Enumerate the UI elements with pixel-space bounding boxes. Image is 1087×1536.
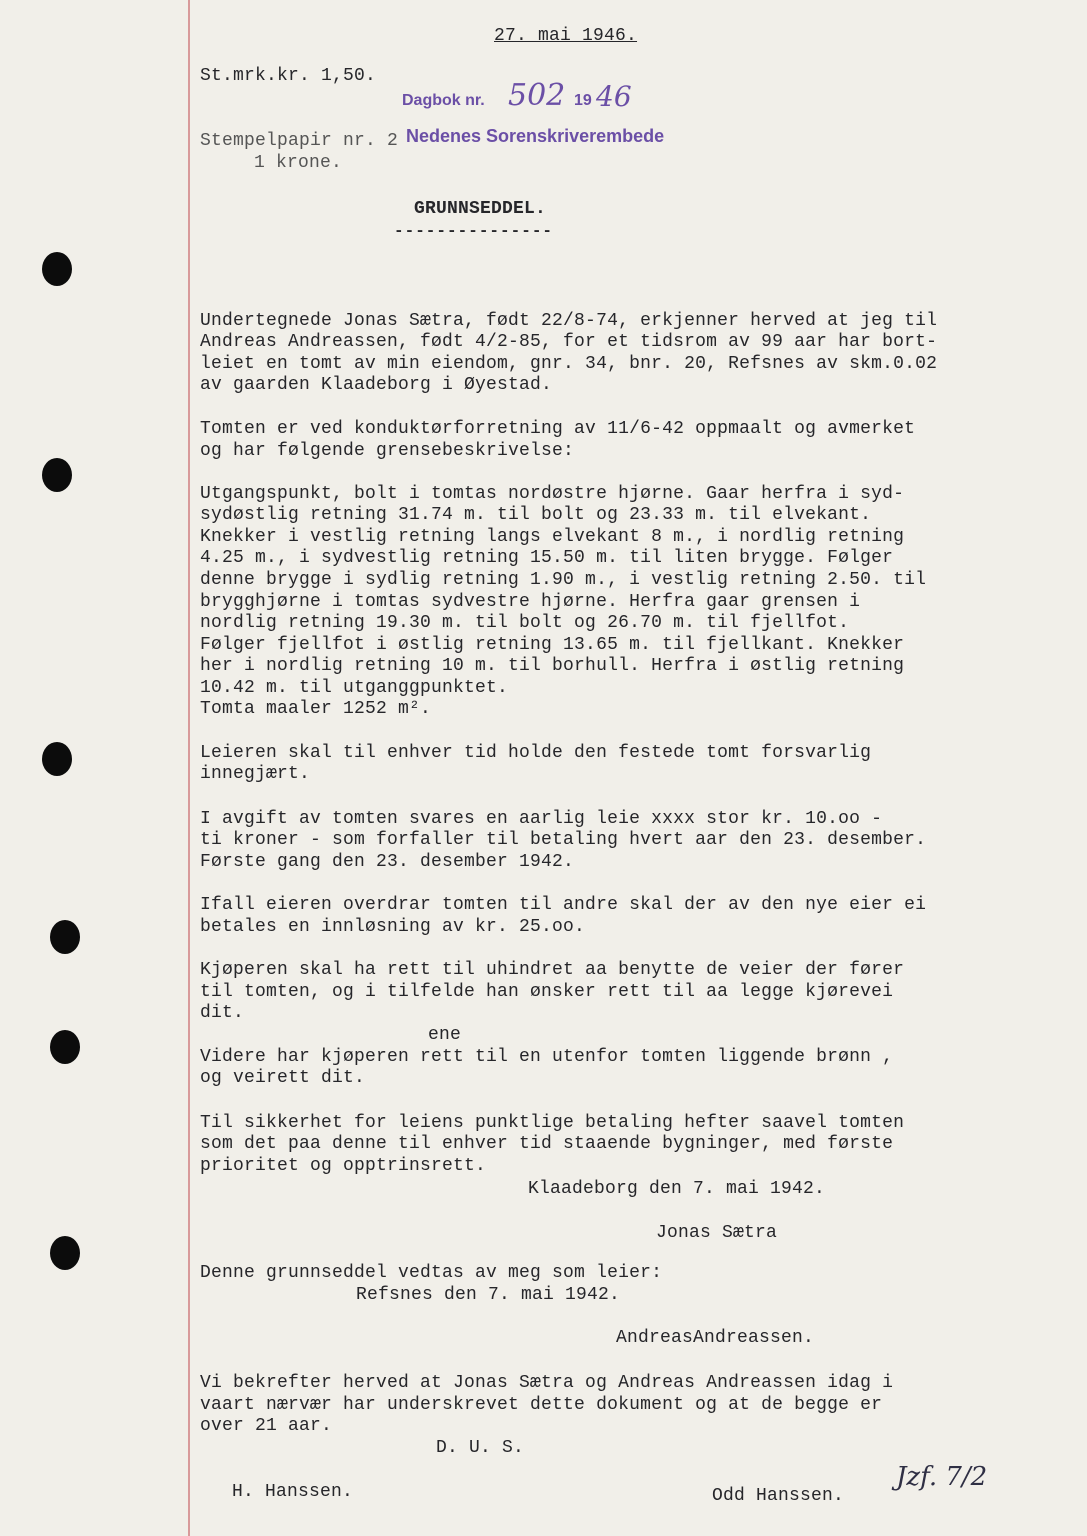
- body-line: Videre har kjøperen rett til en utenfor tomten liggende brønn ,: [200, 1047, 894, 1067]
- body-line: Tomten er ved konduktørforretning av 11/6-42 oppmaalt og avmerket: [200, 419, 916, 439]
- stamp-price: St.mrk.kr. 1,50.: [200, 66, 377, 86]
- body-line: vaart nærvær har underskrevet dette dokument og at de begge er: [200, 1395, 883, 1415]
- body-line: Tomta maaler 1252 m².: [200, 699, 432, 719]
- document-title: GRUNNSEDDEL.: [414, 199, 547, 219]
- signer-landlord: Jonas Sætra: [656, 1223, 778, 1243]
- body-line: Undertegnede Jonas Sætra, født 22/8-74, erkjenner herved at jeg til: [200, 311, 938, 331]
- document-date: 27. mai 1946.: [494, 26, 638, 46]
- title-underline: ---------------: [394, 222, 554, 240]
- stempelpapir-value: 1 krone.: [254, 153, 343, 173]
- body-line: Ifall eieren overdrar tomten til andre skal der av den nye eier ei: [200, 895, 927, 915]
- body-line: av gaarden Klaadeborg i Øyestad.: [200, 375, 553, 395]
- body-line: Kjøperen skal ha rett til uhindret aa benytte de veier der fører: [200, 960, 905, 980]
- body-line: sydøstlig retning 31.74 m. til bolt og 23.33 m. til elvekant.: [200, 505, 872, 525]
- office-stamp: Nedenes Sorenskriverembede: [406, 126, 665, 146]
- body-line: som det paa denne til enhver tid staaende bygninger, med første: [200, 1134, 894, 1154]
- body-line: nordlig retning 19.30 m. til bolt og 26.70 m. til fjellfot.: [200, 613, 850, 633]
- body-line: Andreas Andreassen, født 4/2-85, for et tidsrom av 99 aar har bort-: [200, 332, 938, 352]
- place-date-landlord: Klaadeborg den 7. mai 1942.: [528, 1179, 826, 1199]
- body-line: til tomten, og i tilfelde han ønsker rett til aa legge kjørevei: [200, 982, 894, 1002]
- body-line: 10.42 m. til utganggpunktet.: [200, 678, 509, 698]
- signer-tenant: AndreasAndreassen.: [616, 1328, 815, 1348]
- binder-hole: [50, 920, 80, 954]
- binder-hole: [50, 1030, 80, 1064]
- body-line: Vi bekrefter herved at Jonas Sætra og Andreas Andreassen idag i: [200, 1373, 894, 1393]
- witness-1: H. Hanssen.: [232, 1482, 354, 1502]
- body-line: Til sikkerhet for leiens punktlige betaling hefter saavel tomten: [200, 1113, 905, 1133]
- binder-hole: [42, 252, 72, 286]
- dus-mark: D. U. S.: [436, 1438, 525, 1458]
- body-line: 4.25 m., i sydvestlig retning 15.50 m. til liten brygge. Følger: [200, 548, 894, 568]
- binder-hole: [42, 742, 72, 776]
- body-line: ti kroner - som forfaller til betaling hvert aar den 23. desember.: [200, 830, 927, 850]
- body-line: I avgift av tomten svares en aarlig leie xxxx stor kr. 10.oo -: [200, 809, 883, 829]
- binder-hole: [42, 458, 72, 492]
- body-line: betales en innløsning av kr. 25.oo.: [200, 917, 586, 937]
- body-line: og veirett dit.: [200, 1068, 366, 1088]
- body-line: Leieren skal til enhver tid holde den festede tomt forsvarlig: [200, 743, 872, 763]
- witness-2: Odd Hanssen.: [712, 1486, 845, 1506]
- stempelpapir-line: Stempelpapir nr. 2: [200, 131, 399, 151]
- body-line: innegjært.: [200, 764, 311, 784]
- dagbok-label: Dagbok nr.: [402, 92, 485, 109]
- body-line: Utgangspunkt, bolt i tomtas nordøstre hjørne. Gaar herfra i syd-: [200, 484, 905, 504]
- body-line: Knekker i vestlig retning langs elvekant 8 m., i nordlig retning: [200, 527, 905, 547]
- place-date-tenant: Refsnes den 7. mai 1942.: [356, 1285, 621, 1305]
- dagbok-year: 46: [596, 80, 632, 113]
- inserted-word: ene: [428, 1025, 462, 1045]
- body-line: dit.: [200, 1003, 245, 1023]
- margin-rule: [188, 0, 190, 1536]
- body-line: brygghjørne i tomtas sydvestre hjørne. Herfra gaar grensen i: [200, 592, 861, 612]
- handwritten-initials: Jzf. 7/2: [896, 1462, 988, 1492]
- body-line: leiet en tomt av min eiendom, gnr. 34, bnr. 20, Refsnes av skm.0.02: [200, 354, 938, 374]
- body-line: denne brygge i sydlig retning 1.90 m., i vestlig retning 2.50. til: [200, 570, 927, 590]
- dagbok-number: 502: [508, 78, 566, 113]
- body-line: over 21 aar.: [200, 1416, 333, 1436]
- dagbok-year-prefix: 19: [574, 92, 592, 109]
- body-line: her i nordlig retning 10 m. til borhull. Herfra i østlig retning: [200, 656, 905, 676]
- body-line: Første gang den 23. desember 1942.: [200, 852, 575, 872]
- acceptance-line: Denne grunnseddel vedtas av meg som leier:: [200, 1263, 663, 1283]
- body-line: og har følgende grensebeskrivelse:: [200, 441, 575, 461]
- body-line: Følger fjellfot i østlig retning 13.65 m. til fjellkant. Knekker: [200, 635, 905, 655]
- binder-hole: [50, 1236, 80, 1270]
- body-line: prioritet og opptrinsrett.: [200, 1156, 487, 1176]
